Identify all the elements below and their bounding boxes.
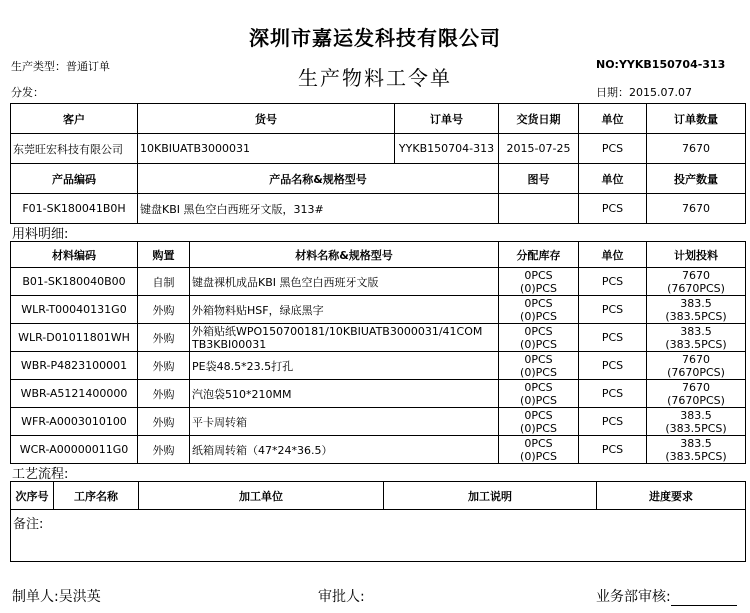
header-order-qty: 订单数量: [647, 104, 746, 134]
header-delivery-date: 交货日期: [499, 104, 579, 134]
material-stock-qty-paren: (0)PCS: [520, 337, 557, 351]
material-plan-qty-paren: (383.5PCS): [665, 421, 727, 435]
distribution: 分发：: [11, 86, 44, 99]
header-product-unit: 单位: [579, 164, 647, 194]
cell-item-no: 10KBIUATB3000031: [138, 134, 395, 164]
cell-product-name: 键盘KBI 黑色空白西班牙文版，313#: [138, 194, 499, 224]
header-drawing-no: 图号: [499, 164, 579, 194]
cell-unit: PCS: [579, 134, 647, 164]
material-unit: PCS: [579, 352, 647, 380]
materials-header-row: [11, 242, 746, 268]
cell-order-no: YYKB150704-313: [395, 134, 499, 164]
cell-customer: 东莞旺宏科技有限公司: [11, 134, 138, 164]
cell-product-unit: PCS: [579, 194, 647, 224]
material-stock-qty: 0PCS: [524, 324, 553, 338]
header-product-name: 产品名称&规格型号: [138, 164, 499, 194]
document-date: 日期：2015.07.07: [596, 86, 692, 99]
material-plan-qty-paren: (7670PCS): [667, 281, 725, 295]
material-unit: PCS: [579, 436, 647, 464]
material-stock-qty-paren: (0)PCS: [520, 365, 557, 379]
material-plan: [647, 436, 746, 464]
material-stock-qty-paren: (0)PCS: [520, 309, 557, 323]
header-process-name: 工序名称: [54, 482, 139, 510]
material-purchase: 自制: [138, 268, 190, 296]
cell-product-code: F01-SK180041B0H: [11, 194, 138, 224]
material-stock-qty: 0PCS: [524, 268, 553, 282]
header-product-code: 产品编码: [11, 164, 138, 194]
material-row: [11, 408, 746, 436]
approver-signature: 审批人:: [318, 589, 365, 605]
header-material-unit: 单位: [579, 242, 647, 268]
material-row: [11, 296, 746, 324]
material-row: [11, 436, 746, 464]
material-stock-qty-paren: (0)PCS: [520, 421, 557, 435]
cell-drawing-no: [499, 194, 579, 224]
maker-signature: 制单人:吴洪英: [12, 589, 101, 605]
product-header-row: [11, 164, 746, 194]
material-stock-qty: 0PCS: [524, 352, 553, 366]
material-purchase: 外购: [138, 296, 190, 324]
material-name: 键盘裸机成品KBI 黑色空白西班牙文版: [190, 268, 499, 296]
material-plan-qty-paren: (7670PCS): [667, 365, 725, 379]
materials-table: [10, 241, 746, 464]
material-plan-qty: 7670: [682, 352, 710, 366]
material-plan-qty-paren: (383.5PCS): [665, 309, 727, 323]
material-name: 纸箱周转箱（47*24*36.5）: [190, 436, 499, 464]
material-plan: [647, 352, 746, 380]
material-row: [11, 352, 746, 380]
dept-review-label: 业务部审核:: [596, 589, 671, 605]
material-stock-qty: 0PCS: [524, 296, 553, 310]
material-code: WBR-A5121400000: [11, 380, 138, 408]
production-type: 生产类型：普通订单: [11, 60, 110, 73]
material-row: [11, 380, 746, 408]
material-row: [11, 324, 746, 352]
material-purchase: 外购: [138, 324, 190, 352]
material-stock-qty-paren: (0)PCS: [520, 281, 557, 295]
product-row: [11, 194, 746, 224]
material-stock: [499, 436, 579, 464]
material-stock: [499, 408, 579, 436]
header-material-name: 材料名称&规格型号: [190, 242, 499, 268]
process-section-label: 工艺流程:: [12, 467, 69, 482]
material-unit: PCS: [579, 268, 647, 296]
material-plan-qty: 7670: [682, 268, 710, 282]
header-unit: 单位: [579, 104, 647, 134]
header-planned-feed: 计划投料: [647, 242, 746, 268]
material-plan: [647, 324, 746, 352]
material-stock: [499, 268, 579, 296]
cell-order-qty: 7670: [647, 134, 746, 164]
material-code: WLR-T00040131G0: [11, 296, 138, 324]
material-name: 平卡周转箱: [190, 408, 499, 436]
process-table: [10, 481, 746, 562]
remarks-row: [11, 510, 746, 562]
header-production-qty: 投产数量: [647, 164, 746, 194]
material-stock: [499, 296, 579, 324]
material-stock-qty-paren: (0)PCS: [520, 449, 557, 463]
material-stock-qty: 0PCS: [524, 436, 553, 450]
material-stock: [499, 380, 579, 408]
material-name: PE袋48.5*23.5打孔: [190, 352, 499, 380]
material-plan-qty: 383.5: [680, 296, 712, 310]
material-stock: [499, 324, 579, 352]
header-customer: 客户: [11, 104, 138, 134]
material-code: WLR-D01011801WH: [11, 324, 138, 352]
order-header-row: [11, 104, 746, 134]
material-plan: [647, 296, 746, 324]
material-plan-qty: 383.5: [680, 408, 712, 422]
header-process-desc: 加工说明: [384, 482, 597, 510]
header-progress: 进度要求: [597, 482, 746, 510]
header-purchase: 购置: [138, 242, 190, 268]
material-plan-qty-paren: (383.5PCS): [665, 337, 727, 351]
material-plan-qty: 383.5: [680, 324, 712, 338]
process-header-row: [11, 482, 746, 510]
dept-review-signature: [596, 586, 737, 606]
material-unit: PCS: [579, 324, 647, 352]
material-stock: [499, 352, 579, 380]
material-code: WBR-P4823100001: [11, 352, 138, 380]
material-code: B01-SK180040B00: [11, 268, 138, 296]
company-name: 深圳市嘉运发科技有限公司: [249, 26, 501, 50]
material-plan-qty: 383.5: [680, 436, 712, 450]
material-purchase: 外购: [138, 408, 190, 436]
material-plan: [647, 268, 746, 296]
material-plan-qty-paren: (7670PCS): [667, 393, 725, 407]
materials-section-label: 用料明细:: [12, 227, 69, 242]
material-code: WCR-A00000011G0: [11, 436, 138, 464]
header-allocated-stock: 分配库存: [499, 242, 579, 268]
material-stock-qty-paren: (0)PCS: [520, 393, 557, 407]
material-unit: PCS: [579, 408, 647, 436]
document-title: 生产物料工令单: [298, 66, 452, 90]
document-number: NO:YYKB150704-313: [596, 58, 726, 71]
header-material-code: 材料编码: [11, 242, 138, 268]
order-row: [11, 134, 746, 164]
material-name: 外箱贴纸WPO150700181/10KBIUATB3000031/41COM TB3KBI00031: [190, 324, 499, 352]
material-stock-qty: 0PCS: [524, 380, 553, 394]
dept-review-line: [671, 591, 737, 606]
header-process-unit: 加工单位: [139, 482, 384, 510]
material-purchase: 外购: [138, 380, 190, 408]
order-product-table: [10, 103, 746, 224]
cell-delivery-date: 2015-07-25: [499, 134, 579, 164]
material-name: 外箱物料贴HSF，绿底黑字: [190, 296, 499, 324]
material-purchase: 外购: [138, 436, 190, 464]
material-plan-qty-paren: (383.5PCS): [665, 449, 727, 463]
header-item-no: 货号: [138, 104, 395, 134]
header-order-no: 订单号: [395, 104, 499, 134]
material-unit: PCS: [579, 296, 647, 324]
material-unit: PCS: [579, 380, 647, 408]
material-plan: [647, 380, 746, 408]
material-name: 汽泡袋510*210MM: [190, 380, 499, 408]
material-code: WFR-A0003010100: [11, 408, 138, 436]
material-stock-qty: 0PCS: [524, 408, 553, 422]
material-plan-qty: 7670: [682, 380, 710, 394]
material-plan: [647, 408, 746, 436]
remarks-cell: 备注:: [11, 510, 746, 562]
cell-production-qty: 7670: [647, 194, 746, 224]
material-purchase: 外购: [138, 352, 190, 380]
header-seq: 次序号: [11, 482, 54, 510]
material-row: [11, 268, 746, 296]
